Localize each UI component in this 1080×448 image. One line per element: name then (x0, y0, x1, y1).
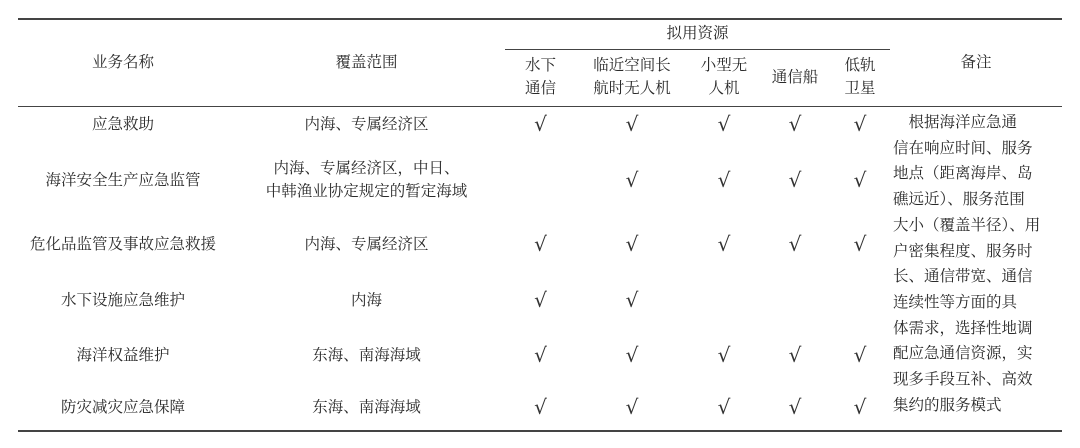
row-2-check-1-text: √ (625, 231, 639, 256)
row-2-check-4 (830, 229, 890, 259)
header-resource-4-text: 低轨 (844, 56, 876, 74)
remark-line: 连续性等方面的具 (893, 292, 1018, 311)
remark-line: 现多手段互补、高效 (893, 370, 1033, 389)
row-0-check-4 (830, 109, 890, 139)
row-1-name-text: 海洋安全生产应急监管 (45, 170, 201, 189)
row-4-check-3-text: √ (788, 342, 802, 367)
row-1-check-1-text: √ (625, 167, 639, 192)
resource-table (18, 18, 1062, 430)
header-remark-text: 备注 (960, 52, 992, 71)
row-2-check-4-text: √ (853, 231, 867, 256)
remark-line: 根据海洋应急通 (893, 113, 1018, 131)
row-3-coverage-text: 内海 (350, 290, 382, 309)
row-5-name (18, 384, 228, 430)
row-1-coverage-text: 内海、专属经济区，中日、 (273, 159, 460, 177)
row-4-check-3 (760, 340, 830, 370)
row-2-name (18, 221, 228, 267)
header-coverage-text: 覆盖范围 (335, 52, 398, 71)
row-5-check-1-text: √ (625, 394, 639, 419)
row-0-check-2-text: √ (717, 111, 731, 136)
row-2-coverage (228, 218, 505, 270)
header-resource-1 (576, 51, 688, 103)
remark-line: 长、通信带宽、通信 (893, 267, 1033, 286)
row-2-check-3-text: √ (788, 231, 802, 256)
header-name-text: 业务名称 (91, 52, 154, 71)
header-resource-3-text: 通信船 (771, 67, 819, 86)
header-resource-2-text: 小型无 (700, 56, 748, 74)
row-1-check-4 (830, 165, 890, 195)
row-5-check-2-text: √ (717, 394, 731, 419)
row-5-check-1 (576, 392, 688, 422)
row-1-check-3 (760, 165, 830, 195)
row-3-check-1-text: √ (625, 287, 639, 312)
row-5-check-0-text: √ (534, 394, 547, 419)
header-name (18, 42, 228, 82)
remark-line: 大小（覆盖半径）、用 (893, 215, 1041, 234)
remark-line: 集约的服务模式 (893, 395, 1002, 414)
resource-group-rule (505, 49, 890, 50)
row-5-check-2 (688, 392, 760, 422)
row-0-coverage (228, 98, 505, 150)
row-4-check-4 (830, 340, 890, 370)
row-2-check-0-text: √ (534, 231, 547, 256)
header-resources-group-text: 拟用资源 (666, 23, 729, 42)
row-4-check-0 (505, 340, 576, 370)
remark-line: 配应急通信资源，实 (893, 344, 1033, 363)
row-5-coverage (228, 381, 505, 433)
row-4-check-2 (688, 340, 760, 370)
row-4-coverage (228, 329, 505, 381)
row-0-check-2 (688, 109, 760, 139)
row-5-coverage-text: 东海、南海海域 (312, 397, 421, 416)
remark-line: 地点（距离海岸、岛 (893, 164, 1033, 183)
row-0-check-4-text: √ (853, 111, 867, 136)
row-4-check-0-text: √ (534, 342, 547, 367)
row-2-coverage-text: 内海、专属经济区 (304, 234, 429, 253)
remark-text (893, 110, 1059, 418)
remark-line: 信在响应时间、服务 (893, 138, 1033, 157)
row-5-check-4-text: √ (853, 394, 867, 419)
row-5-check-3 (760, 392, 830, 422)
row-4-check-2-text: √ (717, 342, 731, 367)
row-4-name (18, 332, 228, 378)
row-1-check-2 (688, 165, 760, 195)
header-coverage (228, 42, 505, 82)
row-2-check-0 (505, 229, 576, 259)
header-resource-4 (830, 51, 890, 103)
row-1-check-2-text: √ (717, 167, 731, 192)
row-2-check-2 (688, 229, 760, 259)
row-5-check-4 (830, 392, 890, 422)
row-0-check-3 (760, 109, 830, 139)
row-4-check-1 (576, 340, 688, 370)
row-0-check-0-text: √ (534, 111, 547, 136)
row-5-name-text: 防灾减灾应急保障 (60, 397, 185, 416)
row-1-check-1 (576, 165, 688, 195)
row-3-check-0-text: √ (534, 287, 547, 312)
row-0-coverage-text: 内海、专属经济区 (304, 114, 429, 133)
row-5-check-3-text: √ (788, 394, 802, 419)
header-resource-3 (760, 51, 830, 103)
header-resource-2 (688, 51, 760, 103)
row-4-name-text: 海洋权益维护 (76, 345, 170, 364)
row-1-check-4-text: √ (853, 167, 867, 192)
row-1-coverage-text: 中韩渔业协定规定的暂定海域 (265, 182, 468, 200)
header-resource-0-text: 水下 (524, 56, 556, 74)
row-4-check-4-text: √ (853, 342, 867, 367)
header-resources-group (505, 18, 890, 48)
remark-line: 户密集程度、服务时 (893, 241, 1033, 260)
row-0-check-3-text: √ (788, 111, 802, 136)
row-3-coverage (228, 274, 505, 326)
row-1-name (18, 157, 228, 203)
row-3-name (18, 277, 228, 323)
header-resource-4-text: 卫星 (844, 79, 876, 97)
header-resource-1-text: 临近空间长 (593, 56, 671, 74)
row-4-check-1-text: √ (625, 342, 639, 367)
row-0-check-1-text: √ (625, 111, 639, 136)
header-remark (890, 42, 1062, 82)
row-2-check-1 (576, 229, 688, 259)
remark-line: 体需求，选择性地调 (893, 318, 1033, 337)
header-resource-1-text: 航时无人机 (593, 79, 671, 97)
row-3-check-0 (505, 285, 576, 315)
row-3-name-text: 水下设施应急维护 (60, 290, 185, 309)
row-0-check-1 (576, 109, 688, 139)
row-1-coverage (228, 154, 505, 206)
remark-line: 礁远近）、服务范围 (893, 190, 1025, 209)
row-0-name (18, 101, 228, 147)
header-resource-0 (505, 51, 576, 103)
row-2-check-2-text: √ (717, 231, 731, 256)
row-5-check-0 (505, 392, 576, 422)
row-0-check-0 (505, 109, 576, 139)
header-resource-2-text: 人机 (708, 79, 740, 97)
row-2-name-text: 危化品监管及事故应急救援 (29, 234, 216, 253)
row-2-check-3 (760, 229, 830, 259)
row-3-check-1 (576, 285, 688, 315)
row-1-check-3-text: √ (788, 167, 802, 192)
row-4-coverage-text: 东海、南海海域 (312, 345, 421, 364)
row-0-name-text: 应急救助 (91, 114, 154, 133)
header-resource-0-text: 通信 (524, 79, 556, 97)
bottom-rule (18, 430, 1062, 432)
